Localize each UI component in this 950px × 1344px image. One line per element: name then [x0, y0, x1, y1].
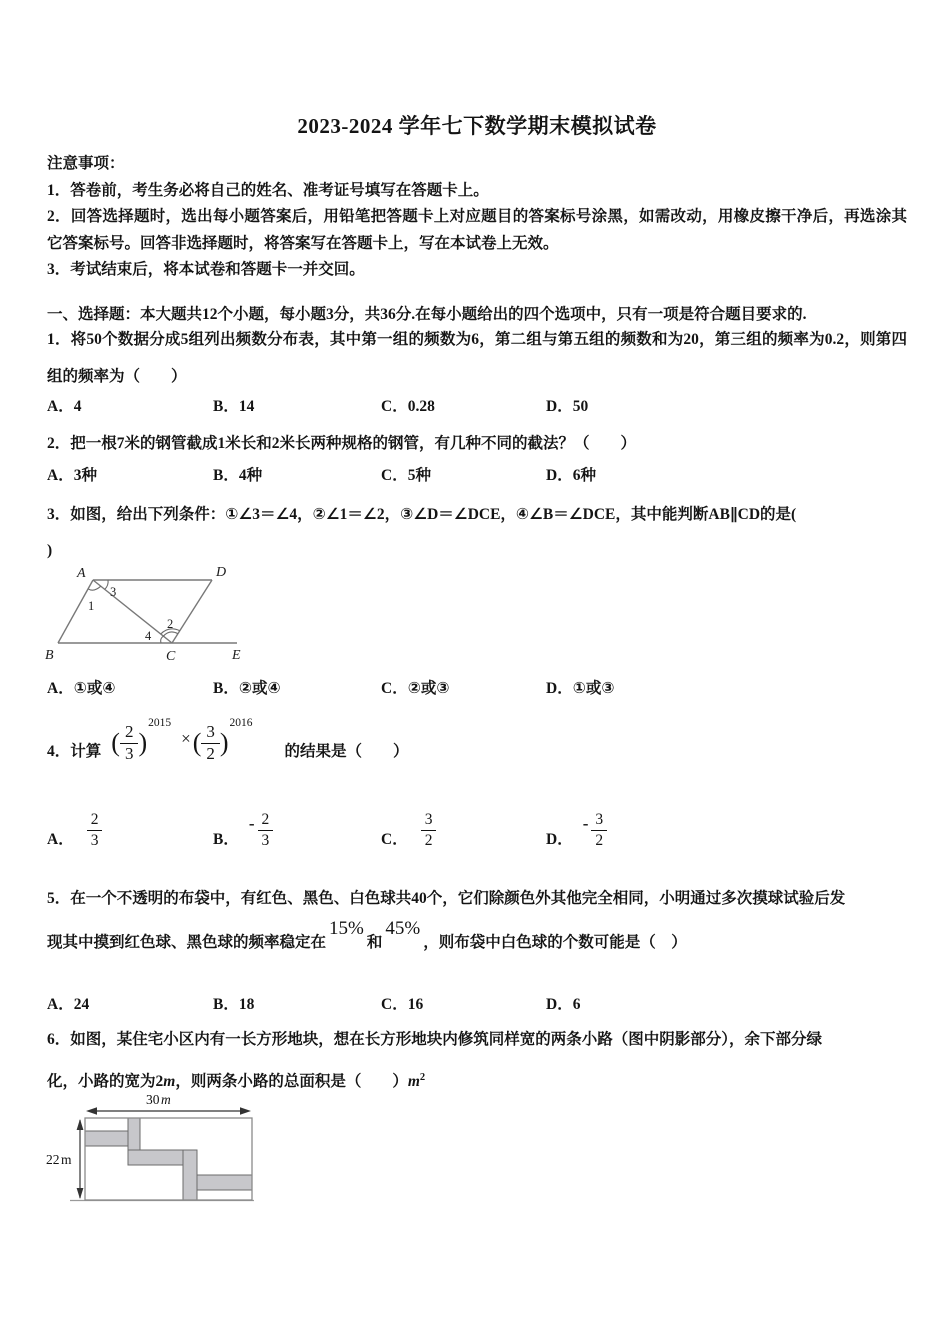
q4-prefix: 4．计算	[47, 743, 102, 760]
q6-line2-a: 化，小路的宽为2	[47, 1073, 164, 1091]
fraction-numerator: 2	[87, 811, 103, 831]
option-label: A．	[47, 831, 74, 848]
q1-option-c: C．0.28	[381, 398, 435, 415]
q4-suffix: 的结果是（ ）	[284, 743, 409, 760]
q3-option-b: B．②或④	[213, 680, 281, 697]
fraction-denominator: 3	[124, 743, 134, 763]
vertex-label-B: B	[45, 648, 54, 663]
fraction-numerator: 3	[421, 811, 437, 831]
notice-item-2: 2．回答选择题时，选出每小题答案后，用铅笔把答题卡上对应题目的答案标号涂黑，如需改动，用橡皮擦干净后，再选涂其它答案标号。回答非选择题时，将答案写在答题卡上，写在本试卷上无效。	[47, 208, 907, 252]
question-4-options	[47, 790, 907, 850]
question-2-options	[47, 463, 907, 485]
q5-and: 和	[366, 934, 383, 951]
q5-option-b: B．18	[213, 996, 255, 1013]
q3-option-a: A．①或④	[47, 680, 116, 697]
q3-geometry-figure	[45, 563, 255, 663]
vertex-label-D: D	[216, 565, 227, 580]
q5-line2-pre: 现其中摸到红色球、黑色球的频率稳定在	[47, 934, 327, 951]
close-paren: )	[219, 728, 229, 758]
fraction-numerator: 3	[201, 723, 220, 743]
option-sign: -	[582, 814, 589, 833]
open-paren: (	[111, 728, 120, 758]
option-sign: -	[248, 814, 255, 833]
q6-path-figure	[40, 1090, 260, 1215]
q5-option-c: C．16	[381, 996, 424, 1013]
q4-option-c	[381, 790, 546, 850]
open-paren: (	[192, 728, 202, 758]
width-label-value: 30	[146, 1092, 160, 1107]
option-fraction	[421, 811, 437, 850]
q6-square-sup: 2	[419, 1072, 426, 1083]
q5-line2-post: ，则布袋中白色球的个数可能是（ ）	[423, 934, 687, 951]
notice-heading: 注意事项：	[47, 155, 125, 172]
q4-exponent-2: 2016	[229, 717, 253, 730]
question-3-close-paren: )	[47, 542, 53, 559]
page-title: 2023-2024 学年七下数学期末模拟试卷	[297, 114, 657, 138]
question-1-options	[47, 394, 907, 416]
q6-unit-m2: m	[407, 1073, 420, 1091]
q4-option-a	[47, 790, 213, 850]
q4-fraction-2	[201, 723, 220, 763]
option-fraction	[591, 811, 607, 850]
option-label: C．	[381, 831, 408, 848]
question-4-text	[47, 699, 907, 763]
q1-option-d: D．50	[546, 398, 589, 415]
angle-arcs	[88, 580, 180, 643]
q4-exponent-1: 2015	[148, 717, 172, 730]
line-DC	[172, 580, 212, 643]
shaded-paths	[85, 1118, 252, 1200]
width-label-unit: m	[161, 1092, 171, 1107]
q5-option-d: D．6	[546, 996, 581, 1013]
question-6-line1: 6．如图，某住宅小区内有一长方形地块，想在长方形地块内修筑同样宽的两条小路（图中阴影部分），余下部分绿	[47, 1031, 823, 1048]
question-2-text: 2．把一根7米的钢管截成1米长和2米长两种规格的钢管，有几种不同的截法？（ ）	[47, 435, 637, 452]
fraction-denominator: 2	[595, 832, 604, 850]
fraction-numerator: 2	[258, 811, 274, 831]
question-5-options	[47, 992, 907, 1014]
q2-option-d: D．6种	[546, 467, 596, 484]
angle-label-1: 1	[88, 599, 95, 613]
vertex-label-C: C	[166, 649, 176, 663]
option-label: D．	[546, 831, 573, 848]
vertex-label-A: A	[77, 566, 86, 581]
fraction-numerator: 2	[120, 723, 139, 743]
option-fraction	[258, 811, 274, 850]
height-label-value: 22	[46, 1152, 60, 1167]
q5-option-a: A．24	[47, 996, 90, 1013]
close-paren: )	[138, 728, 148, 758]
q4-fraction-1	[120, 723, 139, 763]
q1-option-b: B．14	[213, 398, 255, 415]
question-5-line1: 5．在一个不透明的布袋中，有红色、黑色、白色球共40个，它们除颜色外其他完全相同，小明通过多次摸球试验后发	[47, 890, 846, 907]
q4-power-1	[111, 717, 172, 763]
vertex-label-E: E	[232, 648, 241, 663]
question-1-text: 1．将50个数据分成5组列出频数分布表，其中第一组的频数为6，第二组与第五组的频数和为20，第三组的频率为0.2，则第四组的频率为（ ）	[47, 331, 907, 385]
option-fraction	[87, 811, 103, 850]
q6-line2-b: ，则两条小路的总面积是（ ）	[175, 1073, 408, 1091]
question-3-text: 3．如图，给出下列条件：①∠3＝∠4，②∠1＝∠2，③∠D＝∠DCE，④∠B＝∠DCE，其中能判断AB∥CD的是(	[47, 506, 797, 523]
q2-option-a: A．3种	[47, 467, 97, 484]
multiply-sign: ×	[181, 729, 191, 748]
section-heading: 一、选择题：本大题共12个小题，每小题3分，共36分.在每小题给出的四个选项中，只有一项是符合题目要求的.	[47, 306, 807, 323]
notice-item-1: 1．答卷前，考生务必将自己的姓名、准考证号填写在答题卡上。	[47, 181, 489, 199]
notice-item-3: 3．考试结束后，将本试卷和答题卡一并交回。	[47, 261, 365, 279]
q2-option-b: B．4种	[213, 467, 263, 484]
angle-label-3: 3	[110, 585, 117, 599]
angle-label-2: 2	[167, 617, 174, 631]
height-label-unit: m	[61, 1152, 72, 1167]
fraction-denominator: 2	[206, 743, 215, 763]
q4-power-2	[192, 717, 253, 763]
fraction-denominator: 3	[261, 832, 270, 850]
q3-option-c: C．②或③	[381, 680, 450, 697]
q5-percent-1: 15%	[329, 918, 364, 939]
fraction-denominator: 2	[424, 832, 433, 850]
option-label: B．	[213, 831, 239, 848]
notice-block	[47, 151, 907, 284]
q3-option-d: D．①或③	[546, 680, 615, 697]
q1-option-a: A．4	[47, 398, 82, 415]
question-5-line2	[47, 918, 907, 958]
fraction-denominator: 3	[90, 832, 99, 850]
q6-unit-m: m	[163, 1073, 176, 1091]
q5-percent-2: 45%	[385, 918, 421, 939]
angle-label-4: 4	[145, 629, 152, 643]
question-3-options	[47, 676, 907, 698]
fraction-numerator: 3	[591, 811, 607, 831]
q4-option-d	[546, 790, 907, 850]
q4-option-b	[213, 790, 381, 850]
q2-option-c: C．5种	[381, 467, 431, 484]
